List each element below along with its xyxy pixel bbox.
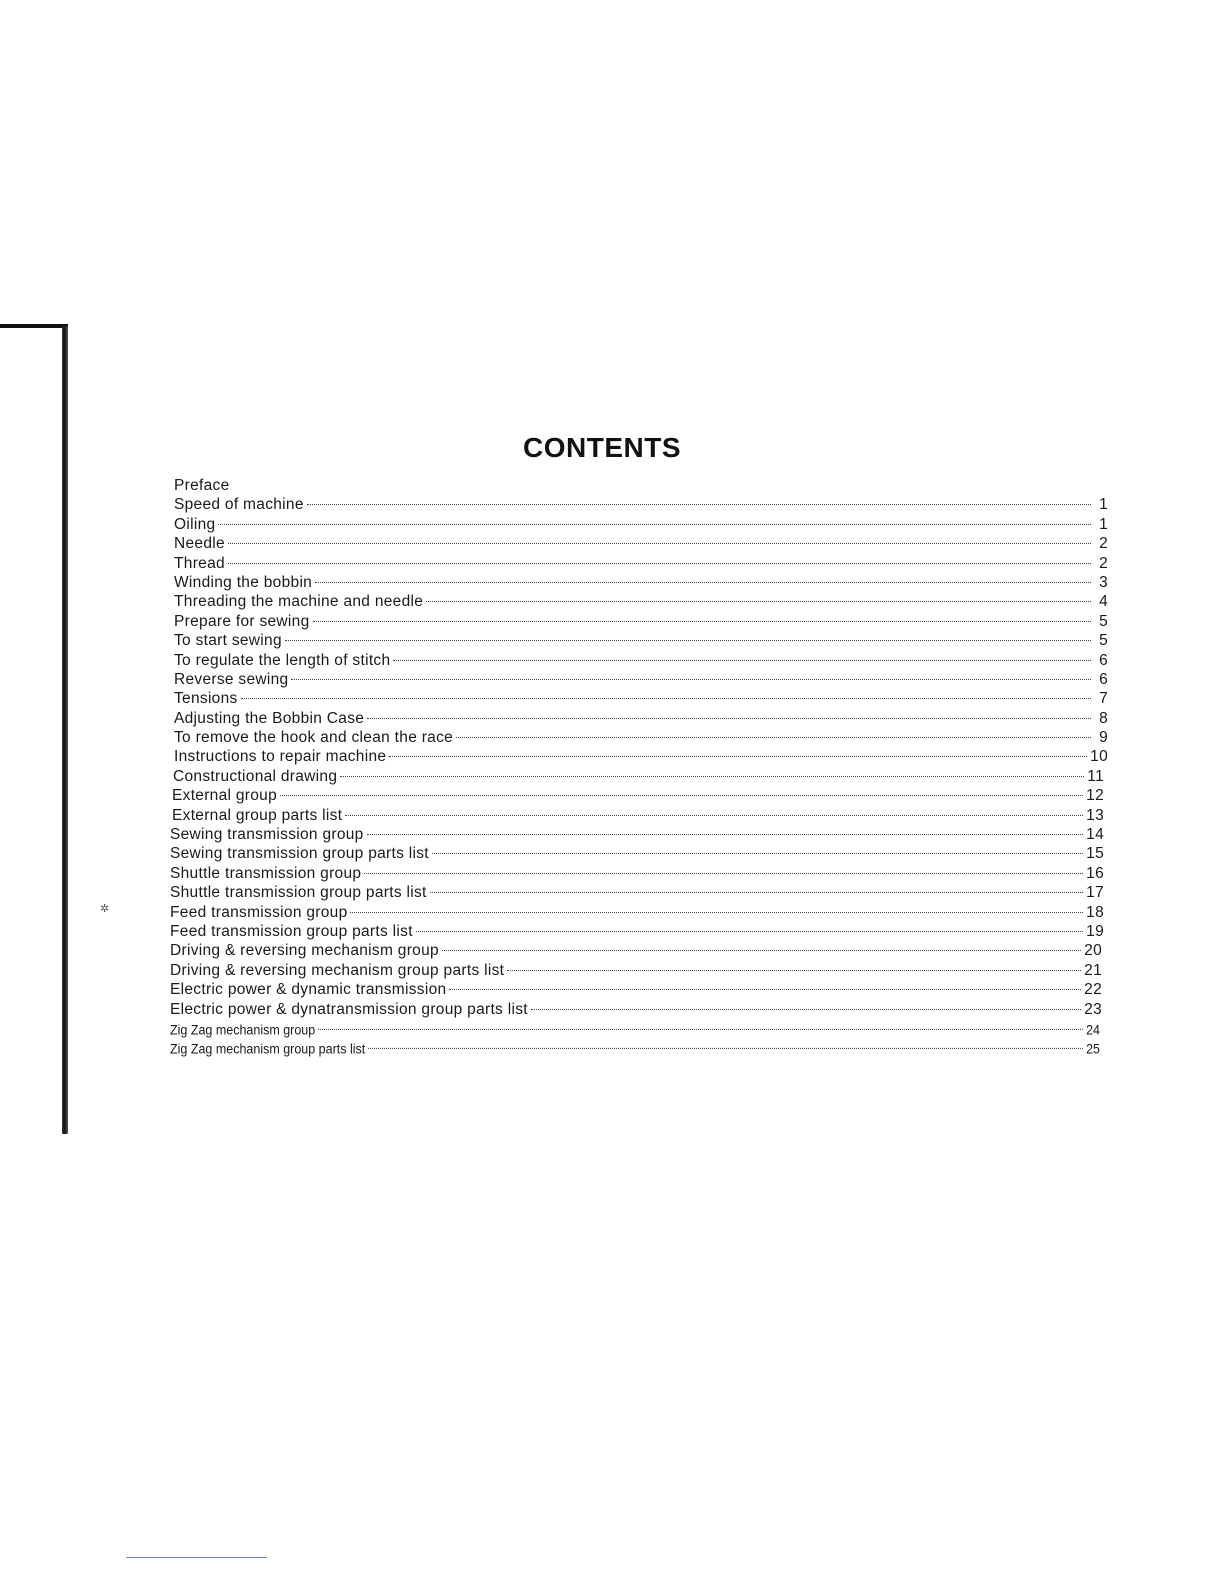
toc-leader-dots bbox=[313, 621, 1092, 622]
toc-entry-title: Driving & reversing mechanism group bbox=[170, 942, 439, 960]
toc-entry bbox=[170, 592, 1108, 611]
toc-leader-dots bbox=[389, 756, 1087, 757]
toc-entry-title: To regulate the length of stitch bbox=[174, 651, 391, 669]
toc-entry-title: Needle bbox=[174, 535, 225, 553]
toc-entry-title: Oiling bbox=[174, 515, 216, 533]
toc-entry bbox=[170, 728, 1108, 747]
toc-entry-page: 16 bbox=[1086, 864, 1104, 882]
table-of-contents bbox=[170, 476, 1108, 1060]
toc-entry-page: 24 bbox=[1086, 1022, 1100, 1038]
toc-leader-dots bbox=[340, 776, 1084, 777]
toc-entry-title: Electric power & dynamic transmission bbox=[170, 981, 447, 999]
toc-entry-page: 15 bbox=[1086, 845, 1104, 863]
toc-entry bbox=[170, 980, 1108, 999]
toc-preface: Preface bbox=[174, 477, 230, 494]
toc-entry-page: 22 bbox=[1084, 981, 1102, 999]
toc-leader-dots bbox=[432, 853, 1083, 854]
toc-entry-page: 5 bbox=[1099, 632, 1108, 650]
toc-entry-title: Feed transmission group bbox=[170, 903, 348, 921]
toc-entry-title: Sewing transmission group parts list bbox=[170, 845, 429, 863]
toc-leader-dots bbox=[531, 1009, 1081, 1010]
toc-leader-dots bbox=[291, 679, 1091, 680]
toc-entry-title: Winding the bobbin bbox=[174, 573, 313, 591]
toc-entry-title: Electric power & dynatransmission group parts list bbox=[170, 1000, 528, 1018]
toc-leader-dots bbox=[228, 543, 1091, 544]
toc-entry bbox=[170, 922, 1108, 941]
toc-entry bbox=[170, 670, 1108, 689]
toc-leader-dots bbox=[367, 718, 1091, 719]
toc-leader-dots bbox=[368, 1048, 1083, 1049]
toc-entry bbox=[170, 651, 1108, 670]
toc-entry bbox=[170, 554, 1108, 573]
toc-entry bbox=[170, 883, 1108, 902]
toc-entry-page: 8 bbox=[1099, 709, 1108, 727]
toc-leader-dots bbox=[307, 504, 1091, 505]
toc-entry-page: 17 bbox=[1086, 884, 1104, 902]
toc-entry-page: 10 bbox=[1090, 748, 1108, 766]
toc-entry-title: Driving & reversing mechanism group parts list bbox=[170, 961, 505, 979]
toc-entry bbox=[170, 515, 1108, 534]
toc-entry-page: 6 bbox=[1099, 670, 1108, 688]
toc-leader-dots bbox=[442, 950, 1081, 951]
toc-leader-dots bbox=[426, 601, 1091, 602]
scan-speck-mark: ✲ bbox=[100, 903, 110, 915]
toc-leader-dots bbox=[364, 873, 1083, 874]
toc-entry bbox=[170, 1000, 1108, 1019]
toc-entry bbox=[170, 844, 1108, 863]
toc-entries bbox=[170, 495, 1108, 1059]
toc-entry-title: Shuttle transmission group parts list bbox=[170, 884, 427, 902]
toc-leader-dots bbox=[315, 582, 1091, 583]
scan-edge-top bbox=[0, 324, 68, 328]
toc-entry bbox=[170, 573, 1108, 592]
toc-entry-title: Constructional drawing bbox=[173, 767, 338, 785]
toc-entry bbox=[170, 806, 1108, 825]
toc-leader-dots bbox=[228, 563, 1091, 564]
toc-entry bbox=[170, 903, 1108, 922]
toc-entry-title: Threading the machine and needle bbox=[174, 593, 424, 611]
toc-entry-page: 2 bbox=[1099, 554, 1108, 572]
toc-entry bbox=[170, 495, 1108, 514]
toc-entry-page: 2 bbox=[1099, 535, 1108, 553]
toc-entry-title: Speed of machine bbox=[174, 496, 304, 514]
bottom-rule bbox=[126, 1557, 267, 1558]
toc-entry bbox=[170, 786, 1108, 805]
toc-entry bbox=[170, 709, 1108, 728]
toc-entry bbox=[170, 1040, 1108, 1061]
toc-entry-title: To start sewing bbox=[174, 632, 282, 650]
toc-leader-dots bbox=[367, 834, 1084, 835]
toc-entry-title: Feed transmission group parts list bbox=[170, 922, 413, 940]
toc-entry bbox=[170, 747, 1108, 766]
toc-entry-page: 6 bbox=[1099, 651, 1108, 669]
toc-leader-dots bbox=[507, 970, 1081, 971]
toc-entry-page: 18 bbox=[1086, 903, 1104, 921]
toc-entry bbox=[170, 825, 1108, 844]
toc-entry bbox=[170, 631, 1108, 650]
toc-leader-dots bbox=[350, 912, 1083, 913]
toc-leader-dots bbox=[393, 660, 1091, 661]
toc-entry bbox=[170, 767, 1108, 786]
toc-entry-title: Instructions to repair machine bbox=[174, 748, 387, 766]
toc-entry-page: 11 bbox=[1087, 767, 1104, 785]
toc-entry bbox=[170, 612, 1108, 631]
toc-entry-title: Tensions bbox=[174, 690, 238, 708]
toc-entry-title: Thread bbox=[174, 554, 225, 572]
toc-entry-page: 4 bbox=[1099, 593, 1108, 611]
toc-leader-dots bbox=[416, 931, 1083, 932]
toc-entry bbox=[170, 961, 1108, 980]
toc-entry-page: 21 bbox=[1084, 961, 1102, 979]
toc-leader-dots bbox=[285, 640, 1091, 641]
toc-entry-title: Shuttle transmission group bbox=[170, 864, 362, 882]
toc-entry-title: To remove the hook and clean the race bbox=[174, 729, 454, 747]
toc-entry-title: Adjusting the Bobbin Case bbox=[174, 709, 365, 727]
toc-entry-page: 7 bbox=[1099, 690, 1108, 708]
toc-entry bbox=[170, 864, 1108, 883]
toc-entry-page: 13 bbox=[1086, 806, 1104, 824]
toc-leader-dots bbox=[456, 737, 1091, 738]
toc-entry-title: Reverse sewing bbox=[174, 670, 289, 688]
toc-entry-page: 5 bbox=[1099, 612, 1108, 630]
toc-entry-title: Zig Zag mechanism group bbox=[170, 1022, 316, 1038]
toc-leader-dots bbox=[430, 892, 1084, 893]
toc-entry-page: 14 bbox=[1086, 826, 1104, 844]
toc-entry-title: External group parts list bbox=[172, 806, 343, 824]
toc-entry-title: External group bbox=[172, 787, 278, 805]
toc-entry bbox=[170, 941, 1108, 960]
toc-leader-dots bbox=[318, 1029, 1083, 1030]
toc-entry bbox=[170, 689, 1108, 708]
toc-leader-dots bbox=[280, 795, 1083, 796]
toc-entry-page: 9 bbox=[1099, 729, 1108, 747]
toc-entry bbox=[170, 534, 1108, 553]
toc-entry-page: 23 bbox=[1084, 1000, 1102, 1018]
toc-entry-page: 25 bbox=[1086, 1041, 1100, 1057]
toc-entry-page: 20 bbox=[1084, 942, 1102, 960]
toc-entry-title: Sewing transmission group bbox=[170, 826, 364, 844]
toc-entry-title: Zig Zag mechanism group parts list bbox=[170, 1041, 366, 1057]
toc-entry-page: 1 bbox=[1099, 496, 1108, 514]
toc-leader-dots bbox=[218, 524, 1091, 525]
toc-entry-page: 19 bbox=[1086, 922, 1104, 940]
toc-entry-page: 3 bbox=[1099, 573, 1108, 591]
toc-entry-title: Prepare for sewing bbox=[174, 612, 310, 630]
toc-entry-page: 1 bbox=[1099, 515, 1108, 533]
toc-entry-page: 12 bbox=[1086, 787, 1104, 805]
toc-leader-dots bbox=[345, 815, 1083, 816]
toc-leader-dots bbox=[241, 698, 1091, 699]
toc-entry bbox=[170, 1020, 1108, 1041]
toc-leader-dots bbox=[449, 989, 1081, 990]
page-title: CONTENTS bbox=[523, 432, 681, 463]
